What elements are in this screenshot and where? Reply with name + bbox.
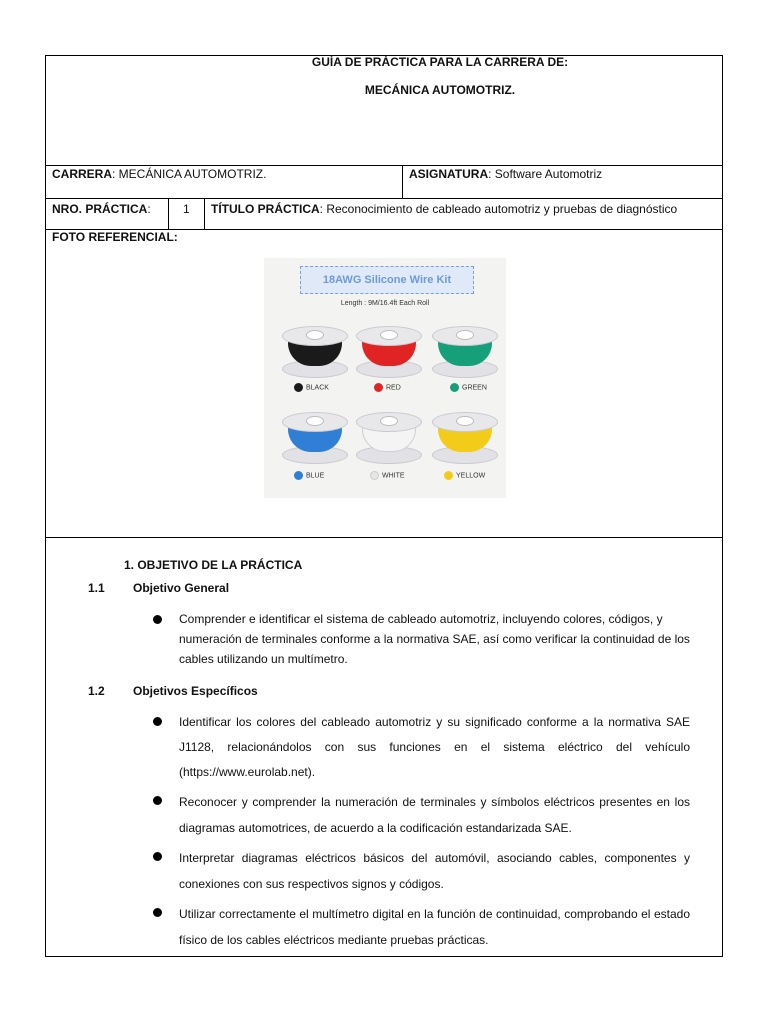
spool-red: [356, 326, 422, 378]
doc-title-line1: GUÍA DE PRÁCTICA PARA LA CARRERA DE:: [311, 55, 569, 69]
kit-length: Length : 9M/16.4ft Each Roll: [340, 300, 430, 307]
asignatura-value: : Software Automotriz: [488, 167, 603, 181]
specific-objective-1: Identificar los colores del cableado automotriz y su significado conforme a la normativa SAE J1128, relacionándolos con sus funciones en el sistema eléctrico del vehículo (https://www.eurolab.net).: [179, 715, 690, 779]
titulo-practica-field: [211, 202, 677, 216]
subsection-title-specific: Objetivos Específicos: [133, 684, 258, 698]
foto-referencial-label: FOTO REFERENCIAL:: [52, 230, 178, 244]
titulo-practica-label: TÍTULO PRÁCTICA: [211, 202, 320, 216]
legend-green: GREEN: [450, 383, 487, 393]
legend-red: RED: [374, 383, 401, 393]
bullet-icon: [153, 908, 162, 917]
nro-practica-colon: :: [147, 202, 151, 216]
spool-white: [356, 412, 422, 464]
general-objective-text: Comprender e identificar el sistema de cableado automotriz, incluyendo colores, códigos, y numeración de terminales conforme a la normativa SAE, así como verificar la continuidad de los cables utilizando un multímetro.: [179, 612, 690, 666]
wire-kit-photo: [264, 258, 506, 498]
specific-objective-3: Interpretar diagramas eléctricos básicos del automóvil, asociando cables, componentes y conexiones con sus respectivos signos y códigos.: [179, 851, 690, 891]
bullet-icon: [153, 796, 162, 805]
legend-yellow: YELLOW: [444, 471, 485, 481]
divider-col-asignatura: [402, 165, 403, 198]
specific-objective-2: Reconocer y comprender la numeración de terminales y símbolos eléctricos presentes en los diagramas automotrices, de acuerdo a la codificación estandarizada SAE.: [179, 795, 690, 835]
section-heading: 1. OBJETIVO DE LA PRÁCTICA: [124, 558, 303, 572]
legend-white: WHITE: [370, 471, 405, 481]
bullet-icon: [153, 852, 162, 861]
spool-blue: [282, 412, 348, 464]
divider-col-nro-2: [204, 198, 205, 229]
legend-black: BLACK: [294, 383, 329, 393]
carrera-field: [52, 167, 266, 181]
divider-carrera: [45, 198, 723, 199]
nro-practica-label: NRO. PRÁCTICA: [52, 202, 148, 216]
asignatura-label: ASIGNATURA: [409, 167, 489, 181]
subsection-title-general: Objetivo General: [133, 581, 230, 595]
carrera-value: : MECÁNICA AUTOMOTRIZ.: [112, 167, 267, 181]
carrera-label: CARRERA: [52, 167, 112, 181]
divider-col-nro-1: [168, 198, 169, 229]
bullet-icon: [153, 615, 162, 624]
titulo-practica-value: : Reconocimiento de cableado automotriz y pruebas de diagnóstico: [319, 202, 678, 216]
legend-blue: BLUE: [294, 471, 324, 481]
bullet-icon: [153, 717, 162, 726]
specific-objective-4: Utilizar correctamente el multímetro digital en la función de continuidad, comprobando el estado físico de los cables eléctricos mediante pruebas prácticas.: [179, 907, 690, 947]
spool-green: [432, 326, 498, 378]
divider-photo: [45, 537, 723, 538]
nro-practica-field: [52, 202, 151, 216]
nro-practica-value: 1: [183, 202, 190, 216]
subsection-number-2: 1.2: [88, 684, 105, 698]
spool-yellow: [432, 412, 498, 464]
doc-title-line2: MECÁNICA AUTOMOTRIZ.: [364, 83, 516, 97]
subsection-number-1: 1.1: [88, 581, 105, 595]
kit-title: 18AWG Silicone Wire Kit: [300, 266, 474, 294]
asignatura-field: [409, 167, 602, 181]
spool-black: [282, 326, 348, 378]
divider-header: [45, 165, 723, 166]
